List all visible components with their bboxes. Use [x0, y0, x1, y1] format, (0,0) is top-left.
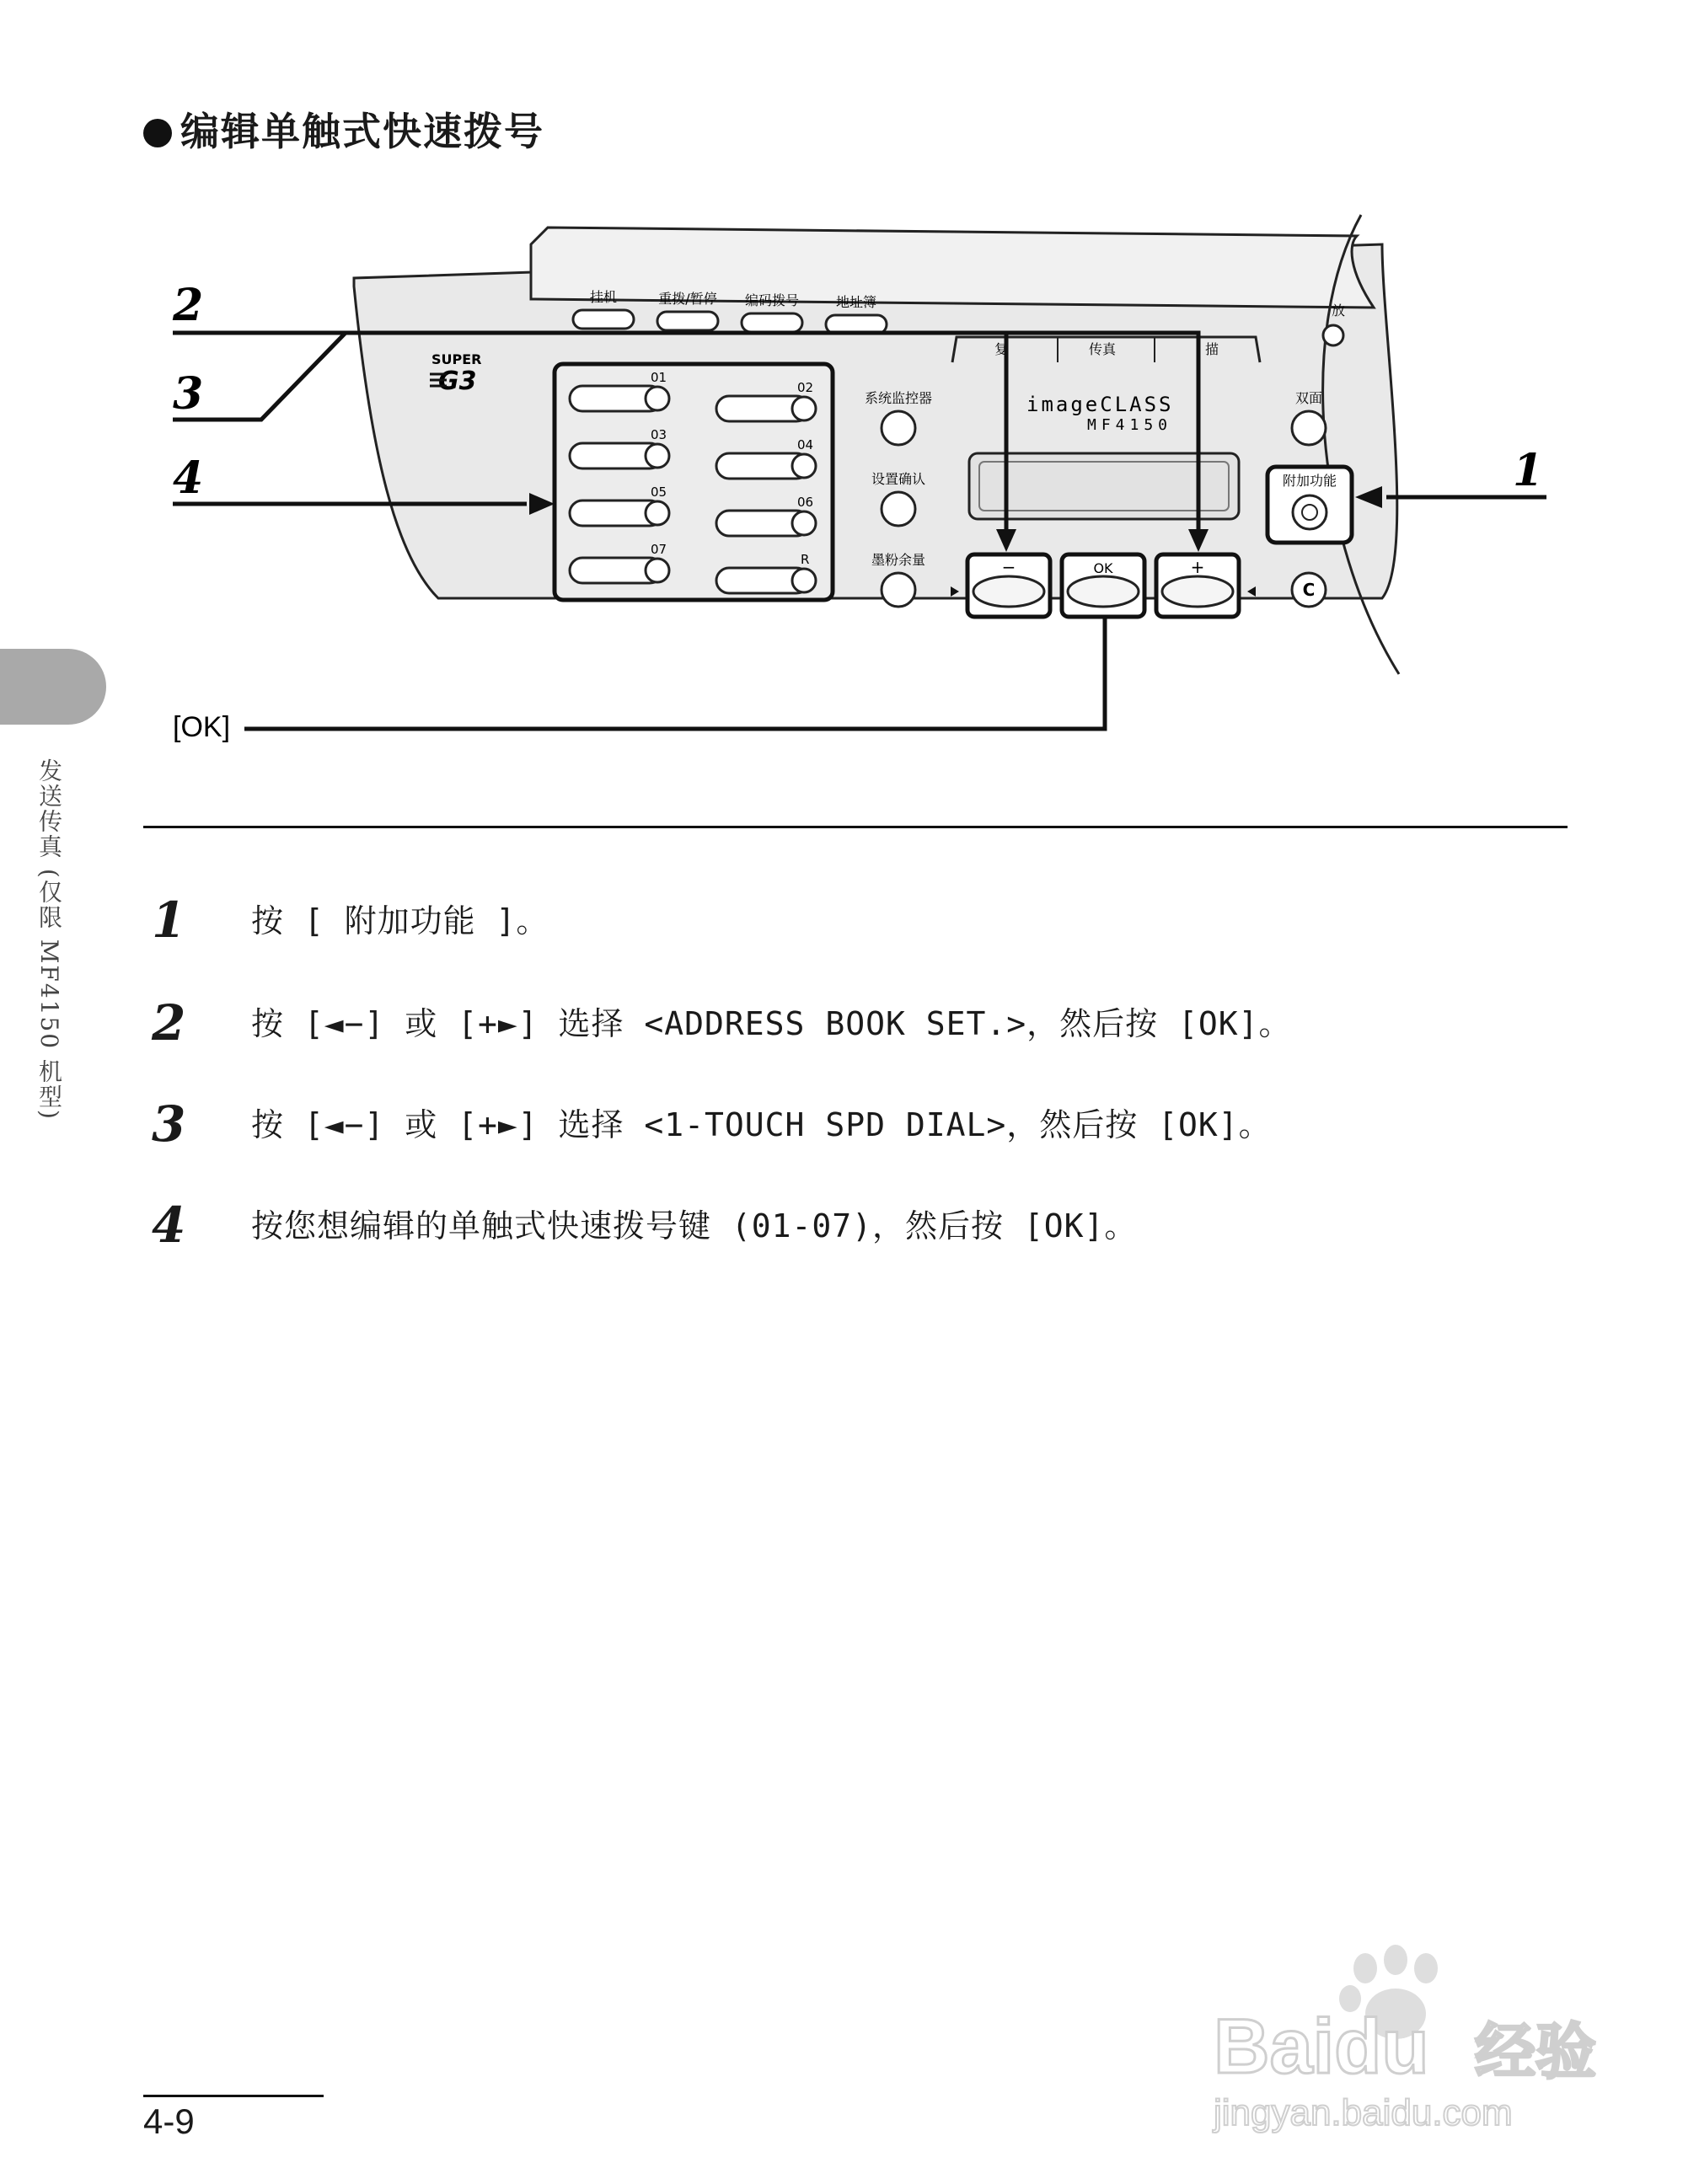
- coded-dial-button: [742, 313, 802, 332]
- svg-text:04: 04: [797, 437, 814, 452]
- tab-scan: 描: [1205, 341, 1219, 357]
- brand-name: imageCLASS: [1026, 393, 1174, 416]
- callout-3: 3: [173, 368, 204, 420]
- section-divider: [143, 826, 1568, 828]
- enlarge-label: 放: [1332, 302, 1346, 318]
- step-text: 按 [ 附加功能 ]。: [251, 902, 549, 939]
- step-number: 4: [152, 1196, 186, 1254]
- bullet-icon: [143, 119, 172, 147]
- plus-key-label: +: [1190, 557, 1205, 577]
- toner-level-label: 墨粉余量: [871, 552, 926, 568]
- coded-dial-label: 编码拨号: [744, 292, 800, 308]
- hook-button: [573, 310, 634, 329]
- svg-text:05: 05: [651, 484, 667, 500]
- step-text: 按 [◄−] 或 [+►] 选择 <ADDRESS BOOK SET.>，然后按 [OK]。: [251, 1005, 1292, 1042]
- section-heading-text: 编辑单触式快速拨号: [180, 109, 544, 154]
- svg-text:R: R: [801, 552, 810, 567]
- step-number: 2: [152, 994, 186, 1052]
- control-panel-figure: [0, 202, 1699, 775]
- ok-key-label: OK: [1093, 560, 1113, 576]
- step-3: [143, 1097, 1576, 1156]
- step-4: [143, 1198, 1576, 1257]
- enlarge-button: [1323, 325, 1343, 345]
- settings-check-button: [882, 492, 915, 526]
- nav-keys: [951, 554, 1256, 617]
- address-book-label: 地址簿: [835, 294, 877, 310]
- additional-functions-label: 附加功能: [1282, 473, 1337, 489]
- model-name: MF4150: [1087, 416, 1173, 434]
- step-text: 按 [◄−] 或 [+►] 选择 <1-TOUCH SPD DIAL>，然后按 [OK]。: [251, 1106, 1272, 1143]
- system-monitor-button: [882, 411, 915, 445]
- additional-functions-button: [1293, 495, 1327, 529]
- step-1: [143, 893, 1576, 952]
- chapter-tab: [0, 649, 106, 725]
- svg-text:06: 06: [797, 495, 814, 510]
- footer-rule: [143, 2095, 324, 2097]
- baidu-watermark: [1205, 1938, 1627, 2140]
- system-monitor-label: 系统监控器: [864, 390, 933, 406]
- svg-text:07: 07: [651, 542, 667, 557]
- callout-2: 2: [173, 280, 204, 331]
- step-2: [143, 996, 1576, 1055]
- super-g3-logo-g3: G3: [438, 367, 477, 396]
- svg-text:03: 03: [651, 427, 667, 442]
- minus-key-label: −: [1001, 557, 1016, 577]
- settings-check-label: 设置确认: [871, 471, 926, 487]
- callout-1: 1: [1513, 445, 1544, 496]
- callout-ok: [OK]: [173, 711, 231, 743]
- watermark-url: jingyan.baidu.com: [1214, 2092, 1513, 2133]
- tab-copy: 复: [994, 341, 1009, 357]
- clear-button-label: C: [1302, 580, 1316, 600]
- svg-text:01: 01: [651, 370, 667, 385]
- super-g3-logo-super: SUPER: [431, 351, 482, 367]
- step-number: 3: [152, 1095, 186, 1153]
- duplex-label: 双面: [1294, 390, 1323, 406]
- redial-pause-label: 重拨/暂停: [658, 291, 717, 307]
- redial-pause-button: [657, 312, 718, 330]
- callout-4: 4: [173, 452, 204, 504]
- svg-text:02: 02: [797, 380, 814, 395]
- page-number: 4-9: [143, 2101, 195, 2141]
- section-heading: [143, 101, 544, 157]
- toner-level-button: [882, 573, 915, 607]
- watermark-brand: Baidu: [1214, 2004, 1429, 2090]
- watermark-brand-cn: 经验: [1475, 2016, 1597, 2087]
- chapter-title-vertical: 发送传真 (仅限 MF4150 机型): [35, 758, 63, 1121]
- duplex-button: [1292, 411, 1326, 445]
- hook-label: 挂机: [589, 289, 618, 305]
- tab-fax: 传真: [1089, 341, 1117, 357]
- step-number: 1: [152, 891, 186, 949]
- step-text: 按您想编辑的单触式快速拨号键 (01-07)，然后按 [OK]。: [251, 1207, 1138, 1245]
